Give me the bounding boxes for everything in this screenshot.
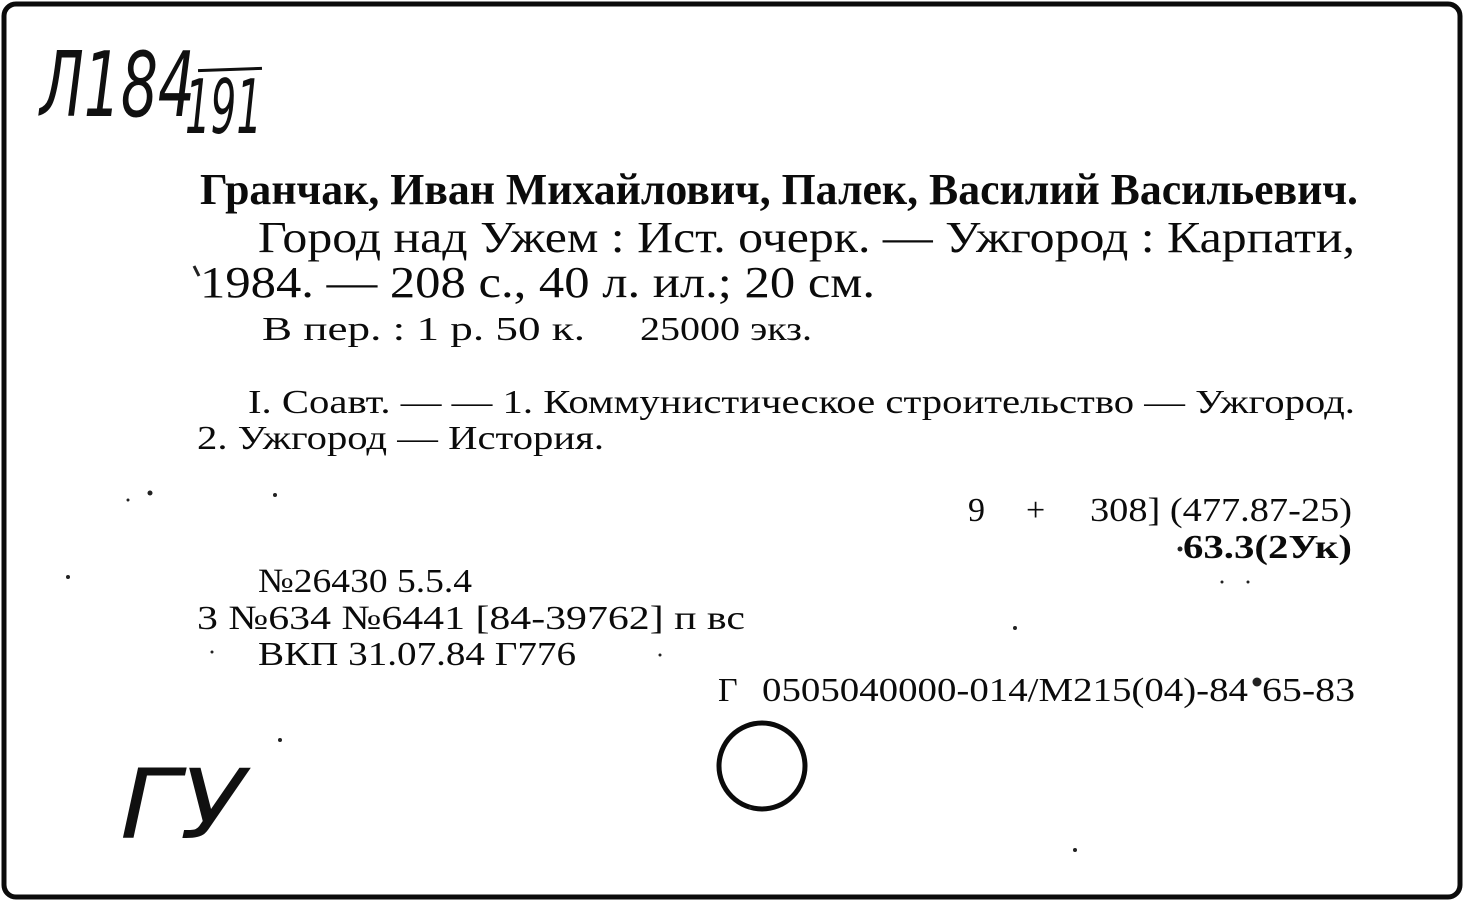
ink-speck <box>127 499 130 502</box>
publisher-code-letter: Г <box>718 672 738 709</box>
ink-speck <box>194 266 199 276</box>
shelf-mark-number: Л184 <box>40 33 195 138</box>
handwritten-note: ГУ <box>120 749 245 861</box>
ink-speck <box>66 575 70 579</box>
ink-speck <box>1178 547 1183 552</box>
card-tracing-line: I. Соавт. — — 1. Коммунистическое строительство — Ужгород. <box>248 384 1355 421</box>
classification-lead: 9 <box>968 492 985 529</box>
card-price: В пер. : 1 р. 50 к. <box>262 311 585 348</box>
service-code-line: №26430 5.5.4 <box>258 563 472 600</box>
publisher-code-index: 65-83 <box>1262 672 1355 709</box>
stamp-circle <box>719 723 805 809</box>
ink-speck <box>749 807 752 810</box>
shelf-mark-author-sign: 191 <box>185 63 262 151</box>
ink-speck <box>273 493 277 497</box>
ink-speck <box>1221 581 1224 584</box>
service-code-line: 3 №634 №6441 [84-39762] п вс <box>197 600 745 637</box>
ink-speck <box>278 738 282 742</box>
ink-speck <box>1247 581 1250 584</box>
card-heading-authors: Гранчак, Иван Михайлович, Палек, Василий Васильевич. <box>200 165 1358 214</box>
ink-speck <box>148 491 153 496</box>
card-tracing-line: 2. Ужгород — История. <box>197 420 604 457</box>
publisher-code-number: 0505040000-014/М215(04)-84 <box>762 672 1248 709</box>
classification-sign: + <box>1026 492 1046 529</box>
classification-index: 308] (477.87-25) <box>1090 492 1352 529</box>
ink-speck <box>1073 848 1077 852</box>
bbk-index: 63.3(2Ук) <box>1183 529 1352 566</box>
card-title-line: Город над Ужем : Ист. очерк. — Ужгород : Карпати, <box>258 213 1355 262</box>
ink-speck <box>1253 678 1262 687</box>
card-imprint-line: 1984. — 208 с., 40 л. ил.; 20 см. <box>200 258 875 307</box>
ink-specks <box>66 266 1262 861</box>
ink-speck <box>659 654 662 657</box>
service-code-line: ВКП 31.07.84 Г776 <box>258 636 576 673</box>
ink-speck <box>211 651 214 654</box>
ink-speck <box>1013 626 1017 630</box>
card-print-run: 25000 экз. <box>640 311 812 348</box>
